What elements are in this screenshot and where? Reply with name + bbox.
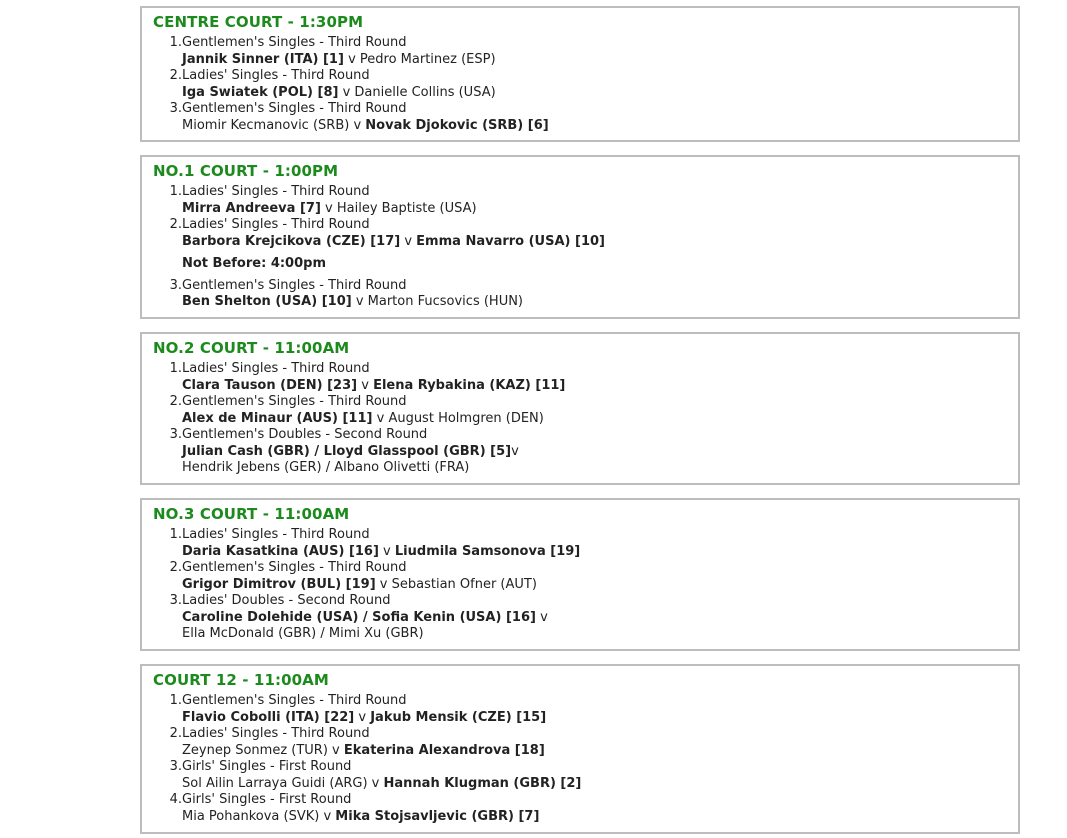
player-one: Grigor Dimitrov (BUL) [19] [182, 576, 376, 592]
match-row [153, 101, 1007, 134]
player-two: Mika Stojsavljevic (GBR) [7] [335, 808, 540, 824]
match-number: 3 . [153, 593, 182, 643]
match-event: Ladies' Singles - Third Round [182, 726, 370, 741]
match-body [182, 693, 1007, 726]
match-event: Ladies' Singles - Third Round [182, 217, 370, 232]
match-row [153, 527, 1007, 560]
match-body [182, 278, 1007, 311]
player-two: Hailey Baptiste (USA) [336, 200, 477, 216]
match-event: Ladies' Singles - Third Round [182, 184, 370, 199]
match-players [182, 378, 1007, 395]
match-body [182, 361, 1007, 394]
match-players [182, 444, 1007, 461]
match-event: Gentlemen's Singles - Third Round [182, 35, 407, 50]
match-number: 2 . [153, 68, 182, 101]
match-players [182, 577, 1007, 594]
match-row [153, 217, 1007, 250]
player-two: Elena Rybakina (KAZ) [11] [373, 377, 566, 393]
player-two: Ella McDonald (GBR) / Mimi Xu (GBR) [182, 626, 424, 641]
match-body [182, 101, 1007, 134]
court-block [140, 498, 1020, 651]
player-one: Mia Pohankova (SVK) [182, 808, 320, 824]
player-one: Iga Swiatek (POL) [8] [182, 84, 339, 100]
match-number: 2 . [153, 726, 182, 759]
player-two: August Holmgren (DEN) [388, 410, 544, 426]
match-body [182, 792, 1007, 825]
court-title: CENTRE COURT - 1:30PM [153, 13, 364, 31]
versus-separator: v [375, 576, 392, 592]
match-body [182, 759, 1007, 792]
versus-separator: v [400, 233, 417, 249]
match-players [182, 201, 1007, 218]
match-number: 1 . [153, 35, 182, 68]
match-players [182, 809, 1007, 826]
match-event: Gentlemen's Singles - Third Round [182, 277, 407, 293]
court-title: COURT 12 - 11:00AM [153, 671, 329, 689]
not-before-note: Not Before: 4:00pm [182, 256, 327, 271]
player-one: Alex de Minaur (AUS) [11] [182, 410, 373, 426]
match-body [182, 593, 1007, 643]
match-body [182, 427, 1007, 477]
player-one: Mirra Andreeva [7] [182, 200, 321, 216]
match-event: Girls' Singles - First Round [182, 759, 352, 774]
match-row [153, 560, 1007, 593]
versus-separator: v [378, 543, 395, 559]
match-players [182, 294, 1007, 311]
player-one: Jannik Sinner (ITA) [1] [182, 51, 344, 67]
player-one: Clara Tauson (DEN) [23] [182, 377, 358, 393]
match-body [182, 217, 1007, 250]
match-row [153, 593, 1007, 643]
match-row [153, 184, 1007, 217]
match-row [153, 427, 1007, 477]
court-block [140, 6, 1020, 142]
versus-separator: v [319, 808, 336, 824]
player-one: Ben Shelton (USA) [10] [182, 294, 352, 309]
match-number: 3 . [153, 101, 182, 134]
match-number: 4 . [153, 792, 182, 825]
match-body [182, 726, 1007, 759]
match-players-continued [182, 460, 1007, 477]
player-two: Pedro Martinez (ESP) [359, 51, 496, 67]
versus-separator: v [372, 410, 389, 426]
match-event: Ladies' Singles - Third Round [182, 68, 370, 83]
player-one: Zeynep Sonmez (TUR) [182, 742, 328, 758]
player-two: Marton Fucsovics (HUN) [367, 294, 524, 309]
match-row [153, 278, 1007, 311]
match-row [153, 726, 1007, 759]
court-title: NO.3 COURT - 11:00AM [153, 505, 350, 523]
versus-separator: v [327, 742, 344, 758]
match-number: 3 . [153, 278, 182, 311]
match-event: Gentlemen's Doubles - Second Round [182, 427, 428, 442]
match-body [182, 68, 1007, 101]
match-number: 2 . [153, 394, 182, 427]
player-two: Emma Navarro (USA) [10] [416, 233, 605, 249]
match-players [182, 234, 1007, 251]
player-one: Barbora Krejcikova (CZE) [17] [182, 233, 401, 249]
match-players [182, 610, 1007, 627]
match-players [182, 52, 1007, 69]
match-row [153, 35, 1007, 68]
versus-separator: v [320, 200, 337, 216]
player-two: Jakub Mensik (CZE) [15] [370, 709, 547, 725]
player-two: Liudmila Samsonova [19] [394, 543, 581, 559]
versus-separator: v [351, 294, 368, 309]
match-players [182, 710, 1007, 727]
player-two: Novak Djokovic (SRB) [6] [365, 117, 549, 133]
court-block [140, 155, 1020, 319]
court-block [140, 332, 1020, 485]
match-number: 2 . [153, 217, 182, 250]
versus-separator: v [367, 775, 384, 791]
match-players [182, 776, 1007, 793]
match-event: Girls' Singles - First Round [182, 792, 352, 807]
match-number: 1 . [153, 527, 182, 560]
match-body [182, 527, 1007, 560]
match-number: 2 . [153, 560, 182, 593]
match-players [182, 743, 1007, 760]
match-players [182, 85, 1007, 102]
match-body [182, 560, 1007, 593]
match-row [153, 693, 1007, 726]
player-two: Hannah Klugman (GBR) [2] [383, 775, 582, 791]
match-body [182, 184, 1007, 217]
versus-separator: v [357, 377, 374, 393]
player-one: Flavio Cobolli (ITA) [22] [182, 709, 355, 725]
match-event: Ladies' Singles - Third Round [182, 527, 370, 542]
match-row [153, 361, 1007, 394]
match-body [182, 35, 1007, 68]
match-number: 3 . [153, 759, 182, 792]
match-event: Ladies' Doubles - Second Round [182, 593, 391, 608]
player-two: Hendrik Jebens (GER) / Albano Olivetti (FRA) [182, 460, 470, 475]
match-body [182, 394, 1007, 427]
match-event: Gentlemen's Singles - Third Round [182, 693, 407, 708]
court-block [140, 664, 1020, 834]
match-players [182, 118, 1007, 135]
court-title: NO.2 COURT - 11:00AM [153, 339, 350, 357]
player-two: Ekaterina Alexandrova [18] [343, 742, 545, 758]
player-one: Miomir Kecmanovic (SRB) [182, 117, 350, 133]
versus-separator: v [349, 117, 366, 133]
player-two: Sebastian Ofner (AUT) [391, 576, 537, 592]
match-number: 1 . [153, 693, 182, 726]
match-row [153, 394, 1007, 427]
match-row [153, 792, 1007, 825]
match-event: Gentlemen's Singles - Third Round [182, 394, 407, 409]
player-two: Danielle Collins (USA) [354, 84, 496, 100]
match-event: Gentlemen's Singles - Third Round [182, 560, 407, 575]
match-players-continued [182, 626, 1007, 643]
player-one: Julian Cash (GBR) / Lloyd Glasspool (GBR) [5] [182, 443, 512, 459]
versus-separator: v [343, 51, 360, 67]
match-event: Ladies' Singles - Third Round [182, 361, 370, 376]
versus-separator: v [511, 443, 519, 459]
match-players [182, 411, 1007, 428]
versus-separator: v [354, 709, 371, 725]
match-row [153, 759, 1007, 792]
player-one: Caroline Dolehide (USA) / Sofia Kenin (USA) [16] [182, 609, 536, 625]
player-one: Sol Ailin Larraya Guidi (ARG) [182, 775, 368, 791]
match-players [182, 544, 1007, 561]
court-title: NO.1 COURT - 1:00PM [153, 162, 339, 180]
match-number: 1 . [153, 361, 182, 394]
match-event: Gentlemen's Singles - Third Round [182, 101, 407, 116]
player-one: Daria Kasatkina (AUS) [16] [182, 543, 379, 559]
versus-separator: v [338, 84, 355, 100]
match-number: 3 . [153, 427, 182, 477]
match-row [153, 68, 1007, 101]
match-number: 1 . [153, 184, 182, 217]
versus-separator: v [535, 609, 548, 625]
